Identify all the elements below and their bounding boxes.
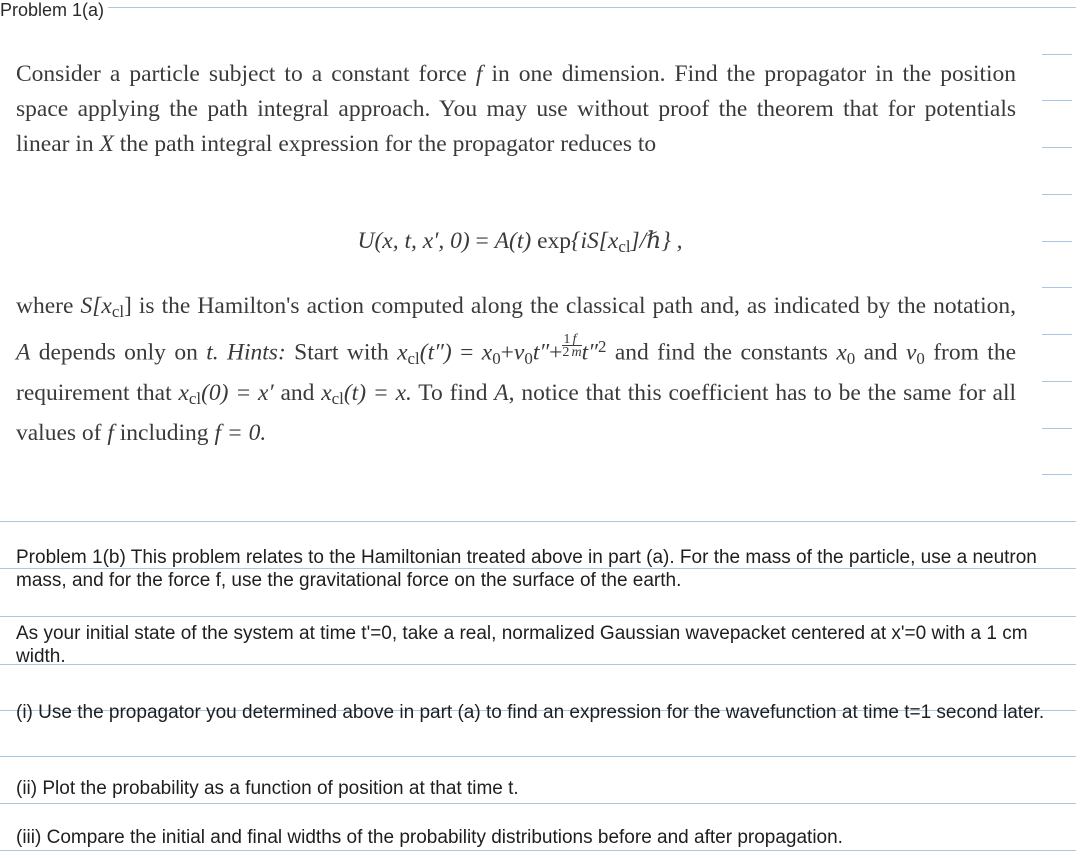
p2-plus-2: + [549,339,563,366]
part-b-item-i: (i) Use the propagator you determined above in part (a) to find an expression for the wavefunction at time t=1 second later. [16,702,1045,723]
p2-text-5: To find [418,380,488,407]
p2-cond1: (0) = x′ [201,380,274,407]
p2-x0-sub: 0 [492,349,501,369]
p2-xcl: x [397,339,408,366]
p2-amplitude: A [16,339,31,366]
p2-hints: Hints: [227,339,286,366]
p2-cond2-x: x [321,380,332,407]
p2-plus-1: + [500,339,514,366]
problem-title: Problem 1(a) [0,0,108,20]
p2-text-6: notice that this coefficient has to be the same for all values of [16,380,1017,447]
p2-amplitude-2: A [494,380,509,407]
p2-f-over-m: $\frac{f}{m}$ [571,330,582,361]
p2-const-x0-sub: 0 [846,349,856,369]
p1-text-3: the path integral expression for the propagator reduces to [119,131,657,157]
eq-lhs: U(x, t, x′, 0) [357,228,470,254]
rule-tick [1042,428,1072,429]
p1-x-symbol: X [99,131,114,157]
p2-text-3: and find the constants [614,339,828,366]
p2-text-4: from the requirement that [16,339,1016,407]
p2-f-zero: f = 0. [214,420,267,447]
eq-exp: exp [537,228,572,254]
p2-const-x0: x [836,339,847,366]
p2-and-1: and [863,339,898,366]
p2-text-2: depends only on [38,339,198,366]
p2-text-1: is the Hamilton's action computed along the classical path and, as indicated by the notation, [138,293,1016,319]
propagator-equation [0,226,1040,262]
rule-tick [1042,381,1072,382]
p2-sq-exp: 2 [597,337,607,357]
eq-argument: {iS[x [571,228,619,254]
rule-tick [1042,474,1072,475]
p2-text-7: including [119,420,209,447]
rule-tick [1042,287,1072,288]
rule-tick [1042,334,1072,335]
part-b-item-ii: (ii) Plot the probability as a function of position at that time t. [16,778,519,799]
rule-line [0,521,1076,522]
part-b-item-iii: (iii) Compare the initial and final widths of the probability distributions before and after propagation. [16,827,843,848]
part-a-paragraph-1 [16,57,1016,162]
p2-equals: = [460,339,474,366]
p2-time: t. [206,339,219,366]
rule-tick [1042,147,1072,148]
p2-and-2: and [280,380,315,407]
p1-text-2: in one dimension. Find the propagator in the position space applying the path integral approach. You may use without proof the theorem that for potentials linear in [16,61,1017,157]
rule-tick [1042,194,1072,195]
part-b-intro: Problem 1(b) This problem relates to the Hamiltonian treated above in part (a). For the mass of the particle, use a neutron mass, and for the force f, use the gravitational force on the surface of the earth. [16,547,1037,591]
rule-line [0,7,1076,8]
p2-cond1-sub: cl [188,389,202,409]
p2-v0: v [513,339,525,366]
p1-text-1: Consider a particle subject to a constant force [16,61,467,87]
rule-line [0,616,1076,617]
p2-bracket: ] [124,293,132,319]
part-a-paragraph-2: where $S[x_{cl}]$ is the Hamilton's action computed along the classical path and, as indicated by the notation, A depends only on t. Hints: Start with $x_{cl}(t'') = x_0+v_0t''+$ $\frac{1}{2}$ $\frac{f}{m}$ t″$^2$ and find the constants $x_0$ and $v_0$ from the requirement that $x_{cl}(0) = x'$ and $x_{cl}(t) = x$. To find A, notice that this coefficient has to be the same for all values of f including f = 0. [16,293,1017,447]
p2-force-symbol: f [107,420,114,447]
eq-end: ]/ℏ} , [630,228,683,254]
p2-cond2: (t) = x. [343,380,412,407]
rule-tick [1042,54,1072,55]
eq-cl-subscript: cl [618,237,631,257]
p2-const-v0: v [905,339,917,366]
p2-half-fraction: $\frac{1}{2}$ [562,330,571,361]
p2-start: Start with [294,339,389,366]
p2-t-sq: t″ [581,339,598,366]
p2-where: where [16,293,74,319]
p2-const-v0-sub: 0 [916,349,925,369]
rule-tick [1042,241,1072,242]
p2-cond2-sub: cl [331,389,344,409]
rule-line [0,756,1076,757]
p2-xcl-sub: cl [407,349,420,369]
p2-t-lin: t″ [532,339,550,366]
p2-v0-sub: 0 [524,349,533,369]
p2-targ: (t″) [419,339,452,366]
p2-cond1-x: x [178,380,189,407]
p1-force-symbol: f [475,61,483,87]
rule-line [0,850,1076,851]
p2-cl-sub: cl [111,302,125,322]
p2-action: S[x [80,293,112,319]
eq-equals: = [475,228,489,254]
eq-amplitude: A(t) [494,228,532,254]
p2-x0: x [481,339,493,366]
rule-line [0,803,1076,804]
part-b-initial-state: As your initial state of the system at time t'=0, take a real, normalized Gaussian wavepacket centered at x'=0 with a 1 cm width. [16,623,1028,667]
rule-tick [1042,100,1072,101]
